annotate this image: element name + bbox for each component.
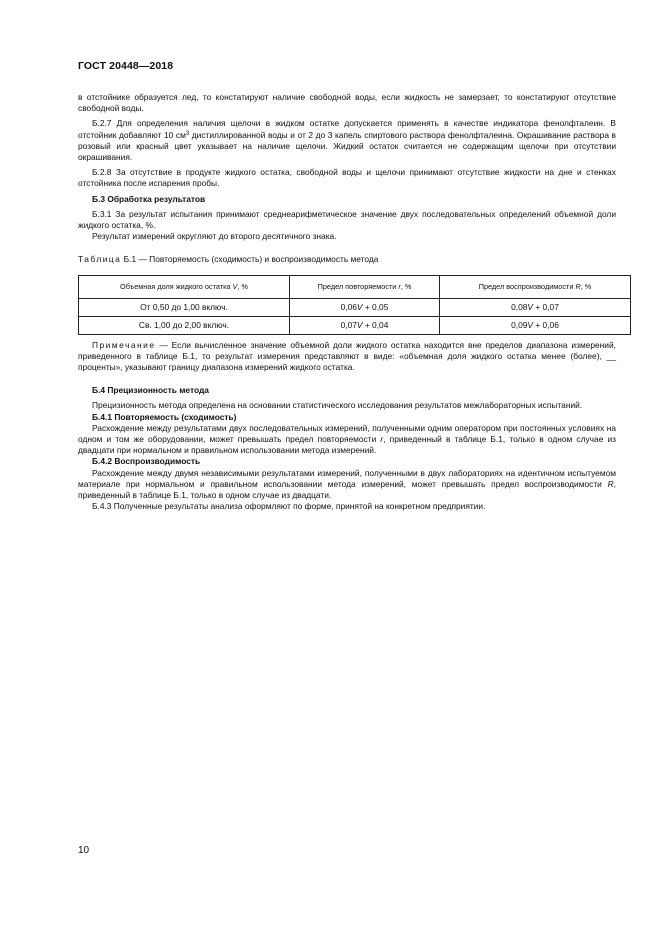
section-heading-b-4-1: Б.4.1 Повторяемость (сходимость) bbox=[92, 411, 237, 422]
table-b-1 bbox=[78, 275, 631, 335]
section-heading-b-4: Б.4 Прецизионность метода bbox=[92, 385, 209, 396]
paragraph-b-4-3: Б.4.3 Полученные результаты анализа оформляют по форме, принятой на конкретном предприятии. bbox=[92, 501, 486, 512]
table-row bbox=[79, 298, 631, 316]
table-header-cell: Предел повторяемости r, % bbox=[290, 275, 440, 298]
section-heading-b-4-2: Б.4.2 Воспроизводимость bbox=[92, 456, 201, 467]
paragraph-b-3-1: Б.3.1 За результат испытания принимают среднеарифметическое значение двух последовательных определений объемной доли жидкого остатка, %. bbox=[78, 208, 616, 231]
table-cell-repeatability: 0,06V + 0,05 bbox=[290, 298, 440, 316]
table-caption: Таблица Б.1 — Повторяемость (сходимость) и воспроизводимость метода bbox=[78, 254, 379, 265]
paragraph-precision: Прецизионность метода определена на основании статистического исследования результатов межлабораторных испытаний. bbox=[92, 400, 583, 411]
table-cell-range: Св. 1,00 до 2,00 включ. bbox=[79, 316, 290, 334]
document-header: ГОСТ 20448—2018 bbox=[78, 60, 174, 72]
paragraph-continuation: в отстойнике образуется лед, то констатируют наличие свободной воды, если жидкость не замерзает, то констатируют отсутствие свободной воды. bbox=[78, 92, 616, 114]
paragraph-repeatability: Расхождение между результатами двух последовательных измерений, полученными одним оператором при постоянных условиях на одном и том же оборудовании, может превышать предел повторяемости r, приведенный в таблице Б.1, только в одном случае из двадцати при нормальном и правильном использовании метода измерений. bbox=[78, 422, 616, 456]
page-content bbox=[78, 92, 616, 512]
table-cell-range: От 0,50 до 1,00 включ. bbox=[79, 298, 290, 316]
table-header-cell: Предел воспроизводимости R, % bbox=[440, 275, 631, 298]
section-heading-b-3: Б.3 Обработка результатов bbox=[92, 193, 206, 204]
page-number: 10 bbox=[78, 845, 90, 856]
table-cell-reproducibility: 0,09V + 0,06 bbox=[440, 316, 631, 334]
table-header-row bbox=[79, 275, 631, 298]
table-cell-reproducibility: 0,08V + 0,07 bbox=[440, 298, 631, 316]
table-row bbox=[79, 316, 631, 334]
table-note: Примечание — Если вычисленное значение объемной доли жидкого остатка находится вне пределов диапазона измерений, приведенного в таблице Б.1, то результат измерения представляют в виде: «объемная доля жидкого остатка менее (более), __ проценты», указывают границу диапазона измерений жидкого остатка. bbox=[78, 339, 616, 373]
table-header-cell: Объемная доля жидкого остатка V, % bbox=[79, 275, 290, 298]
paragraph-rounding: Результат измерений округляют до второго десятичного знака. bbox=[92, 231, 337, 242]
paragraph-b-2-8: Б.2.8 За отсутствие в продукте жидкого остатка, свободной воды и щелочи принимают отсутствие жидкости на дне и стенках отстойника после испарения пробы. bbox=[78, 167, 616, 189]
paragraph-b-2-7: Б.2.7 Для определения наличия щелочи в жидком остатке допускается применять в качестве индикатора фенолфталеин. В отстойник добавляют 10 $см^3$ дистиллированной воды и от 2 до 3 капель спиртового раствора фенолфталеина. Окрашивание раствора в розовый или красный цвет указывает на наличие щелочи. Жидкий остаток считается не содержащим щелочи при отсутствии окрашивания. bbox=[78, 118, 616, 163]
table-cell-repeatability: 0,07V + 0,04 bbox=[290, 316, 440, 334]
paragraph-reproducibility: Расхождение между двумя независимыми результатами измерений, полученными в двух лабораториях на идентичном испытуемом материале при нормальном и правильном использовании метода измерений, может превышать предел воспроизводимости R, приведенный в таблице Б.1, только в одном случае из двадцати. bbox=[78, 467, 616, 501]
